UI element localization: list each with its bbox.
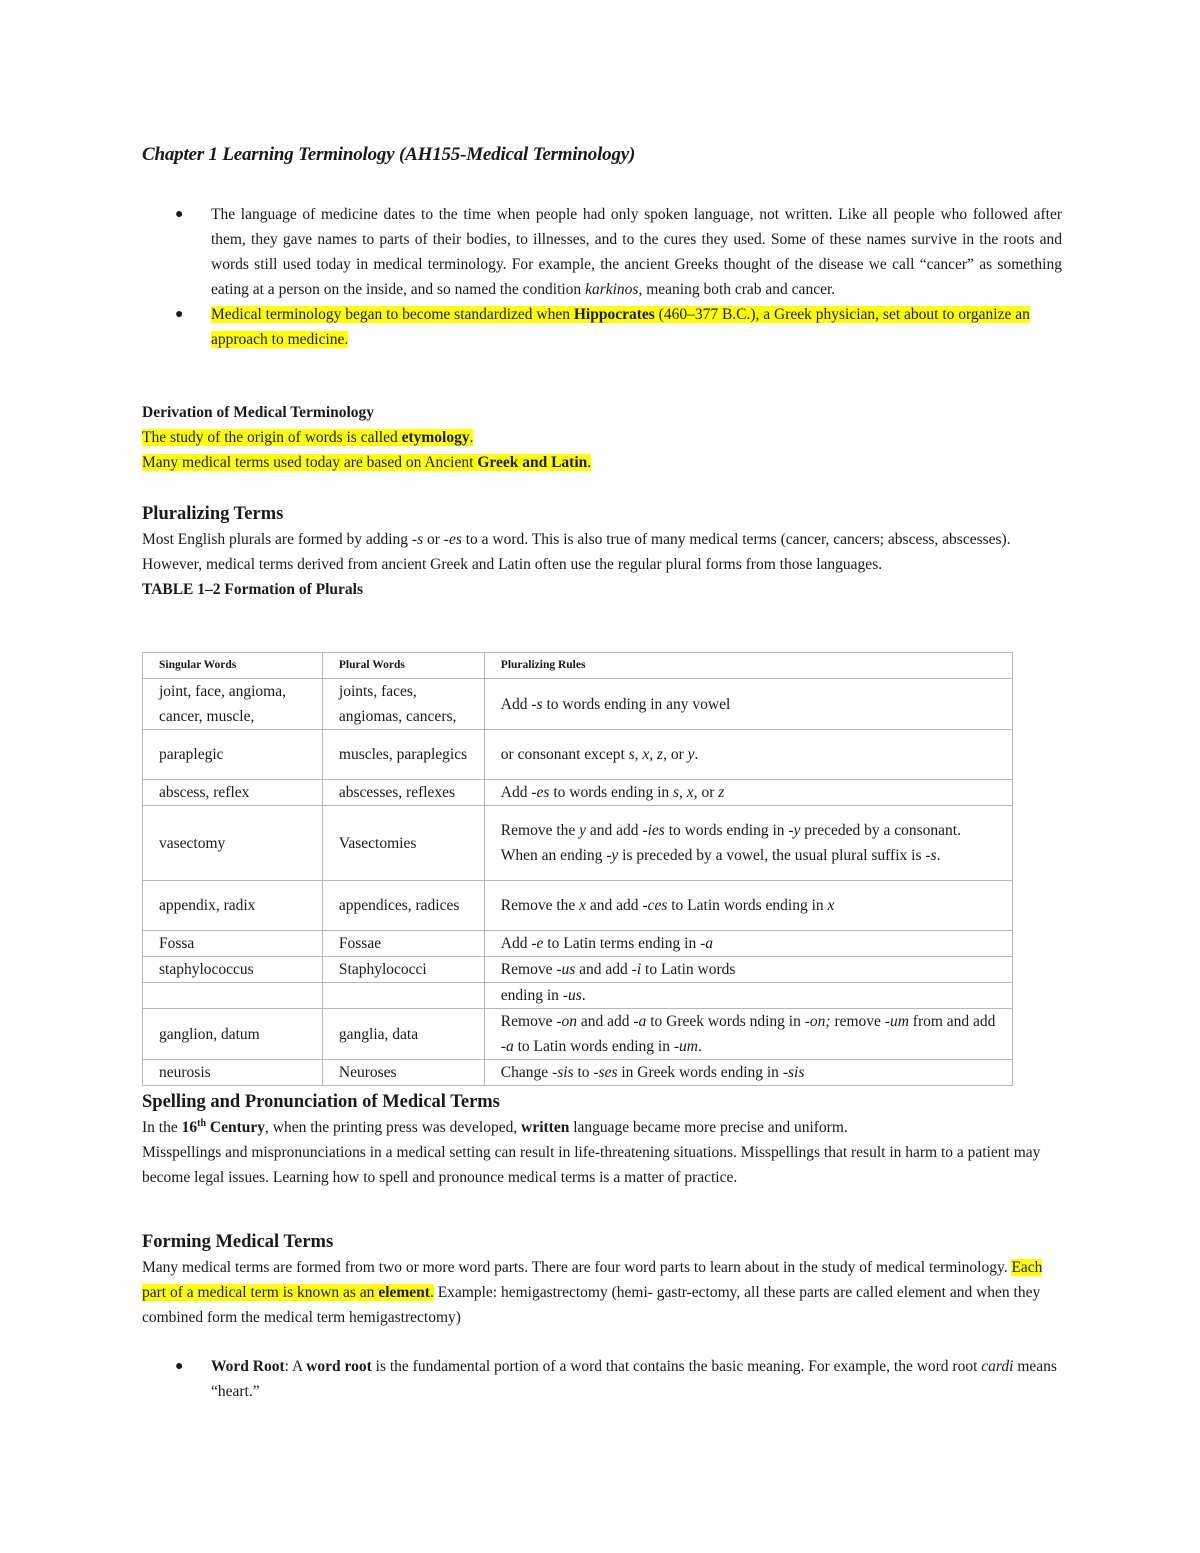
pluralizing-paragraph <box>142 527 1052 577</box>
rule-text: preceded by a consonant. When an ending <box>500 822 961 864</box>
rule-suffix: x <box>579 897 587 914</box>
forming-text-b: Example: hemigastrectomy (hemi- gastr-ectomy, all these parts are called element and when they combined form the medical term hemigastrectomy) <box>142 1284 1041 1326</box>
rule-text: and add <box>586 822 643 839</box>
rule-text: to Latin words ending in <box>513 1038 674 1055</box>
spelling-heading: Spelling and Pronunciation of Medical Terms <box>142 1092 500 1112</box>
singular-cell: staphylococcus <box>143 957 323 983</box>
written-term: written <box>521 1119 570 1136</box>
plural-cell: joints, faces, angiomas, cancers, <box>322 679 484 730</box>
rule-text: in Greek words ending in <box>617 1064 783 1081</box>
derivation-section <box>142 400 1062 475</box>
element-definition-end: . <box>429 1284 434 1301</box>
plural-cell: muscles, paraplegics <box>322 730 484 780</box>
rule-suffix: z <box>718 784 725 801</box>
century-suffix: th <box>197 1117 207 1129</box>
rule-text: to Latin words ending in <box>667 897 828 914</box>
plurals-table <box>142 652 1013 1086</box>
intro-bullet-list <box>142 202 1062 352</box>
rule-suffix: -a <box>633 1013 647 1030</box>
word-root-text-c: means “heart.” <box>211 1358 1057 1400</box>
rule-suffix: -a <box>700 935 714 952</box>
rule-text: and add <box>586 897 643 914</box>
bullet-2-name: Hippocrates <box>573 306 655 323</box>
table-header-row <box>143 653 1013 679</box>
singular-cell: abscess, reflex <box>143 780 323 806</box>
rule-suffix: -es <box>531 784 550 801</box>
rule-text: or consonant except <box>500 746 629 763</box>
rule-cell <box>484 881 1012 931</box>
plural-cell: ganglia, data <box>322 1009 484 1060</box>
bullet-icon: ● <box>175 307 184 322</box>
century-number: 16 <box>181 1119 198 1136</box>
rule-text: to Greek words nding in <box>646 1013 805 1030</box>
singular-cell: ganglion, datum <box>143 1009 323 1060</box>
rule-cell <box>484 1009 1012 1060</box>
bullet-1-term: karkinos, <box>585 281 643 298</box>
rule-suffix: y <box>579 822 587 839</box>
rule-text: and add <box>577 1013 634 1030</box>
word-root-label: Word Root <box>211 1358 285 1375</box>
word-parts-list <box>142 1354 1062 1404</box>
derivation-line-2 <box>142 450 1062 475</box>
rule-text: . <box>694 746 699 763</box>
rule-text: is preceded by a vowel, the usual plural suffix is <box>618 847 926 864</box>
bullet-icon: ● <box>175 207 184 222</box>
rule-text: Remove <box>500 961 557 978</box>
rule-cell <box>484 931 1012 957</box>
rule-suffix: y <box>687 746 695 763</box>
intro-bullet-2 <box>142 302 1062 352</box>
element-definition: Each part of a medical term is known as an <box>142 1259 1043 1301</box>
rule-text: remove <box>830 1013 885 1030</box>
rule-suffix: -e <box>531 935 544 952</box>
derivation-line-1 <box>142 425 1062 450</box>
forming-paragraph <box>142 1255 1060 1330</box>
table-row <box>143 1060 1013 1086</box>
derivation-line-1-end: . <box>469 429 474 446</box>
spelling-section <box>142 1089 1062 1190</box>
rule-suffix: -s <box>925 847 937 864</box>
word-root-bullet <box>142 1354 1062 1404</box>
rule-cell <box>484 679 1012 730</box>
bullet-icon: ● <box>175 1359 184 1374</box>
rule-text: to words ending in <box>549 784 674 801</box>
rule-cell <box>484 730 1012 780</box>
spelling-text-a: In the <box>142 1119 182 1136</box>
rule-text: . <box>697 1038 702 1055</box>
rule-text: Remove the <box>500 822 580 839</box>
word-root-term: word root <box>306 1358 372 1375</box>
rule-text: Add <box>500 784 532 801</box>
singular-cell: appendix, radix <box>143 881 323 931</box>
pluralizing-text-a: Most English plurals are formed by adding <box>142 531 412 548</box>
rule-suffix: x <box>827 897 835 914</box>
rule-text: to words ending in any vowel <box>542 695 731 713</box>
rule-suffix: -i <box>631 961 642 978</box>
table-row <box>143 931 1013 957</box>
rule-suffix: -on <box>556 1013 577 1030</box>
rule-cell <box>484 983 1012 1009</box>
rule-suffix: -y <box>606 847 619 864</box>
rule-cell <box>484 1060 1012 1086</box>
rule-text: Add <box>500 935 532 952</box>
pluralizing-section <box>142 501 1062 602</box>
rule-suffix: -y <box>788 822 801 839</box>
suffix-s: -s <box>411 531 424 548</box>
etymology-term: etymology <box>401 429 470 446</box>
rule-text: Change <box>500 1064 553 1081</box>
element-term: element <box>378 1284 430 1301</box>
rule-suffix: s, x, z, <box>628 746 667 763</box>
table-body <box>143 679 1013 1086</box>
plural-cell: Vasectomies <box>322 806 484 881</box>
rule-cell <box>484 780 1012 806</box>
bullet-2-text-a: Medical terminology began to become standardized when <box>211 306 574 323</box>
rule-suffix: -sis <box>782 1064 805 1081</box>
rule-suffix: -ces <box>642 897 668 914</box>
table-row <box>143 881 1013 931</box>
forming-text-a: Many medical terms are formed from two or more word parts. There are four word parts to learn about in the study of medical terminology. <box>142 1259 1012 1276</box>
rule-suffix: -us <box>556 961 576 978</box>
rule-text: from and add <box>908 1013 996 1030</box>
pluralizing-or: or <box>423 531 444 548</box>
rule-text: to words ending in <box>664 822 789 839</box>
table-row <box>143 780 1013 806</box>
rule-text: . <box>936 847 941 864</box>
rule-suffix: -sis <box>552 1064 574 1081</box>
plural-cell: Neuroses <box>322 1060 484 1086</box>
table-row <box>143 679 1013 730</box>
singular-cell: paraplegic <box>143 730 323 780</box>
rule-text: Add <box>500 695 532 713</box>
derivation-line-2-text: Many medical terms used today are based on Ancient <box>142 454 478 471</box>
rule-text: and add <box>575 961 632 978</box>
derivation-heading: Derivation of Medical Terminology <box>142 404 375 421</box>
header-rules: Pluralizing Rules <box>484 653 1012 679</box>
rule-suffix: -um <box>884 1013 909 1030</box>
table-row <box>143 730 1013 780</box>
spelling-line-1 <box>142 1115 1062 1140</box>
cardi-root: cardi <box>981 1358 1014 1375</box>
table-caption: TABLE 1–2 Formation of Plurals <box>142 581 364 598</box>
suffix-es: -es <box>443 531 462 548</box>
header-plural: Plural Words <box>322 653 484 679</box>
derivation-line-2-end: . <box>587 454 592 471</box>
bullet-1-text-b: meaning both crab and cancer. <box>642 281 836 298</box>
plural-cell: Fossae <box>322 931 484 957</box>
rule-suffix: -ses <box>593 1064 618 1081</box>
pluralizing-text-b: to a word. This is also true of many medical terms (cancer, cancers; abscess, abscesses). However, medical terms derived from ancient Greek and Latin often use the regular plural forms from those languages. <box>142 531 1011 573</box>
spelling-text-b: , when the printing press was developed, <box>265 1119 522 1136</box>
rule-text: Remove the <box>500 897 580 914</box>
bullet-2-text-b: (460–377 B.C.), a Greek physician, set about to organize an approach to medicine. <box>211 306 1030 348</box>
forming-heading: Forming Medical Terms <box>142 1232 334 1252</box>
rule-suffix: -on; <box>804 1013 831 1030</box>
rule-text: Remove <box>500 1013 557 1030</box>
singular-cell: Fossa <box>143 931 323 957</box>
word-root-text-b: is the fundamental portion of a word that contains the basic meaning. For example, the word root <box>371 1358 982 1375</box>
chapter-title: Chapter 1 Learning Terminology (AH155-Medical Terminology) <box>142 144 636 165</box>
singular-cell: neurosis <box>143 1060 323 1086</box>
derivation-line-1-text: The study of the origin of words is called <box>142 429 402 446</box>
forming-section <box>142 1229 1062 1330</box>
spelling-text-c: language became more precise and uniform. <box>569 1119 848 1136</box>
pluralizing-heading: Pluralizing Terms <box>142 504 284 524</box>
century-label <box>182 1119 265 1136</box>
rule-text: ending in <box>500 987 563 1004</box>
century-word: Century <box>206 1119 265 1136</box>
rule-text: or <box>697 784 719 801</box>
rule-suffix: -us <box>562 987 582 1004</box>
singular-cell: vasectomy <box>143 806 323 881</box>
bullet-1-text-a: The language of medicine dates to the time when people had only spoken language, not written. Like all people who followed after them, they gave names to parts of their bodies, to illnesses, and to the cures they used. Some of these names survive in the roots and words still used today in medical terminology. For example, the ancient Greeks thought of the disease we call “cancer” as something eating at a person on the inside, and so named the condition <box>211 206 1062 298</box>
rule-text: or <box>666 746 688 763</box>
rule-cell <box>484 957 1012 983</box>
table-row <box>143 1009 1013 1060</box>
intro-bullet-1 <box>142 202 1062 302</box>
rule-text: to Latin terms ending in <box>543 935 701 952</box>
rule-suffix: s, x, <box>673 784 698 801</box>
plural-cell: appendices, radices <box>322 881 484 931</box>
spelling-paragraph-2: Misspellings and mispronunciations in a medical setting can result in life-threatening situations. Misspellings that result in harm to a patient may become legal issues. Learning how to spell and pronounce medical terms is a matter of practice. <box>142 1144 1041 1186</box>
header-singular: Singular Words <box>143 653 323 679</box>
table-row <box>143 806 1013 881</box>
rule-suffix: -a <box>500 1038 514 1055</box>
rule-text: to Latin words <box>641 961 736 978</box>
plural-cell: abscesses, reflexes <box>322 780 484 806</box>
plural-cell <box>322 983 484 1009</box>
singular-cell: joint, face, angioma, cancer, muscle, <box>143 679 323 730</box>
greek-latin-term: Greek and Latin <box>477 454 588 471</box>
rule-suffix: -ies <box>642 822 665 839</box>
rule-text: . <box>581 987 586 1004</box>
rule-cell <box>484 806 1012 881</box>
rule-suffix: -um <box>673 1038 698 1055</box>
table-row <box>143 957 1013 983</box>
singular-cell <box>143 983 323 1009</box>
rule-text: to <box>573 1064 594 1081</box>
rule-suffix: -s <box>531 695 543 713</box>
plural-cell: Staphylococci <box>322 957 484 983</box>
word-root-text-a: : A <box>284 1358 307 1375</box>
table-row <box>143 983 1013 1009</box>
